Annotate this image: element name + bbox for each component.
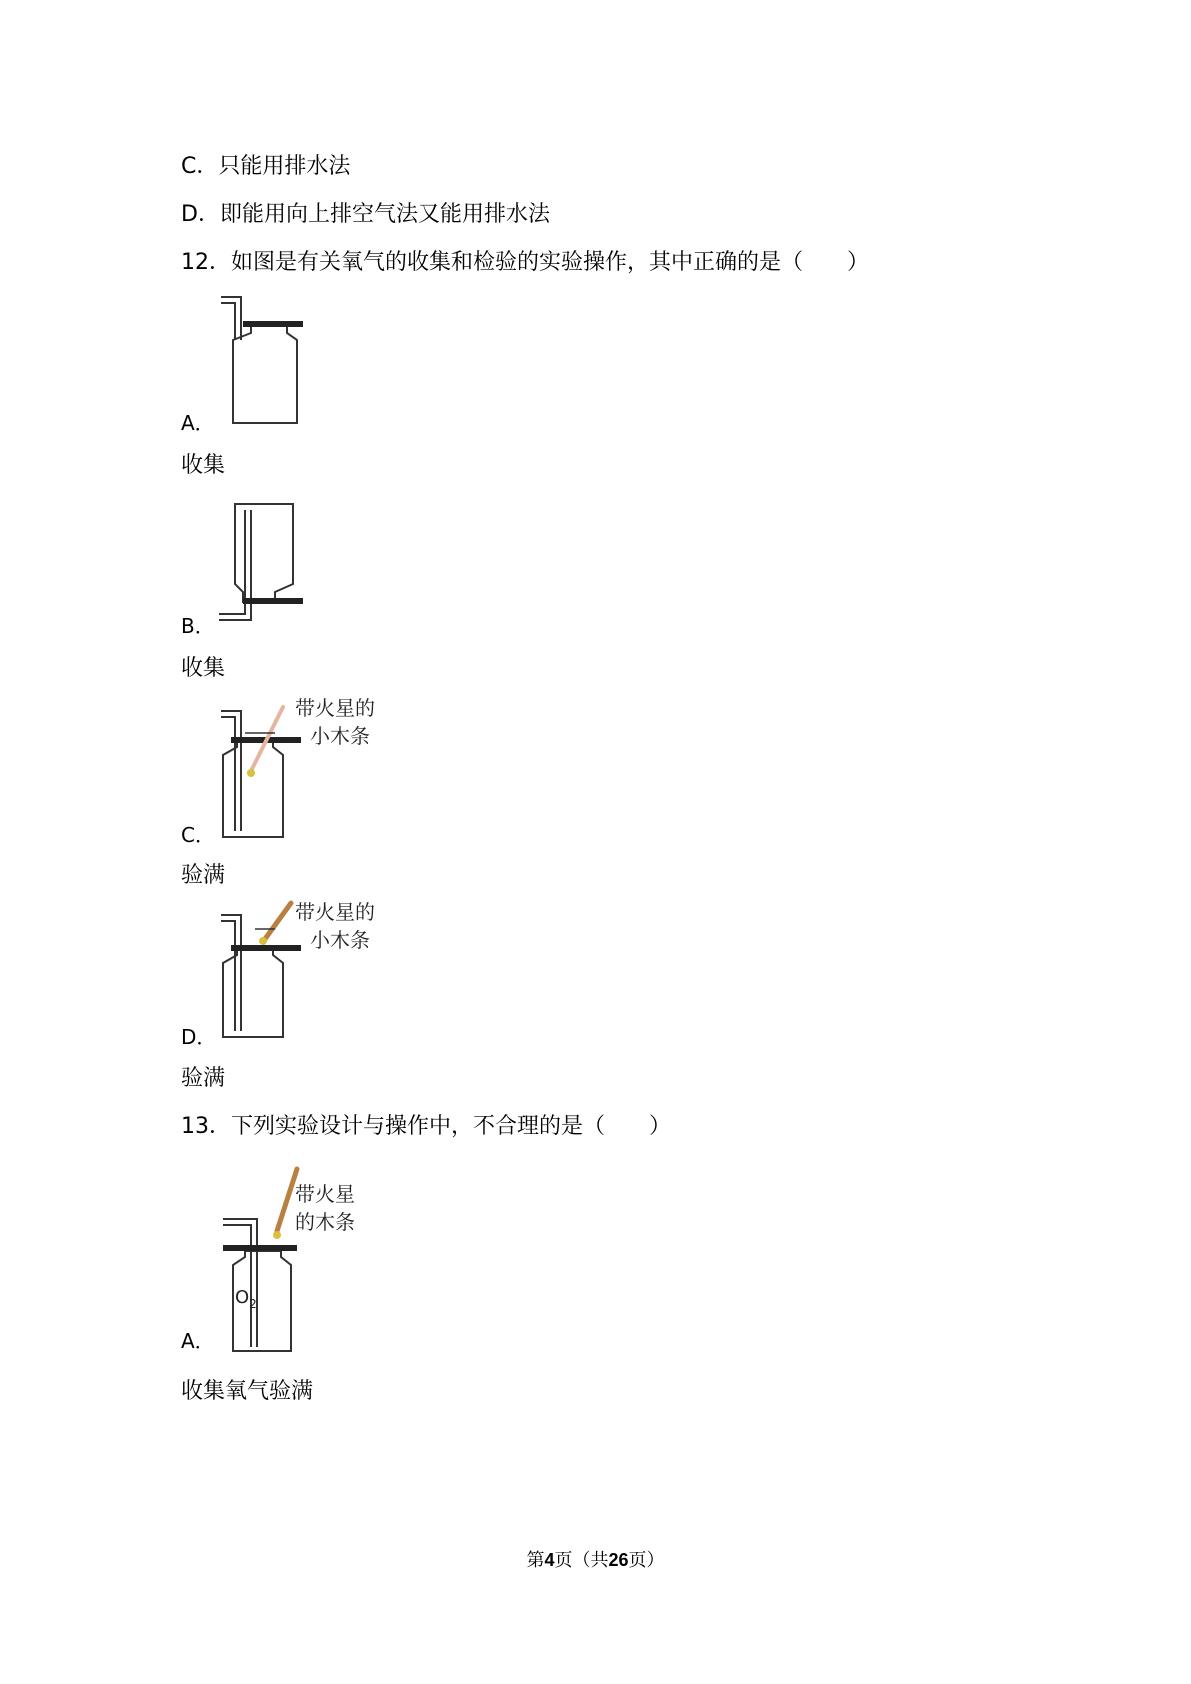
q12-option-d-letter: D． bbox=[181, 1025, 217, 1049]
page-footer bbox=[0, 1549, 1191, 1572]
option-c-text: C．只能用排水法 bbox=[181, 154, 351, 179]
q12-d-label-line-2: 小木条 bbox=[310, 928, 370, 952]
q13-a-label-line-2: 的木条 bbox=[295, 1210, 355, 1234]
gas-symbol: O bbox=[235, 1287, 250, 1308]
q12-figure-b bbox=[215, 502, 305, 632]
q13-figure-a bbox=[215, 1165, 415, 1355]
footer-page-number: 4 bbox=[544, 1550, 555, 1570]
option-d-text: D．即能用向上排空气法又能用排水法 bbox=[181, 202, 550, 227]
footer-middle: 页（共 bbox=[554, 1550, 609, 1571]
question-12-stem: 12．如图是有关氧气的收集和检验的实验操作，其中正确的是（ ） bbox=[181, 250, 869, 275]
q13-option-a-letter: A． bbox=[181, 1329, 215, 1353]
q12-d-label-line-1: 带火星的 bbox=[295, 900, 375, 924]
q12-figure-d bbox=[215, 895, 415, 1040]
gas-subscript: 2 bbox=[249, 1297, 257, 1311]
q12-c-label-line-2: 小木条 bbox=[310, 724, 370, 748]
footer-total-pages: 26 bbox=[608, 1550, 629, 1570]
q12-c-label-line-1: 带火星的 bbox=[295, 696, 375, 720]
q12-option-a-caption: 收集 bbox=[181, 453, 226, 478]
q12-option-d-caption: 验满 bbox=[181, 1066, 226, 1091]
q12-option-a-letter: A． bbox=[181, 411, 215, 435]
question-13-stem: 13．下列实验设计与操作中，不合理的是（ ） bbox=[181, 1114, 671, 1139]
q12-option-c-caption: 验满 bbox=[181, 863, 226, 888]
q12-option-c-letter: C． bbox=[181, 823, 215, 847]
q12-option-b-caption: 收集 bbox=[181, 656, 226, 681]
q13-a-label-line-1: 带火星 bbox=[295, 1182, 355, 1206]
q12-figure-a bbox=[215, 295, 305, 425]
q12-figure-c bbox=[215, 695, 415, 840]
q13-option-a-caption: 收集氧气验满 bbox=[181, 1379, 314, 1404]
footer-suffix: 页） bbox=[628, 1550, 665, 1571]
footer-prefix: 第 bbox=[526, 1550, 545, 1571]
q12-option-b-letter: B． bbox=[181, 614, 215, 638]
